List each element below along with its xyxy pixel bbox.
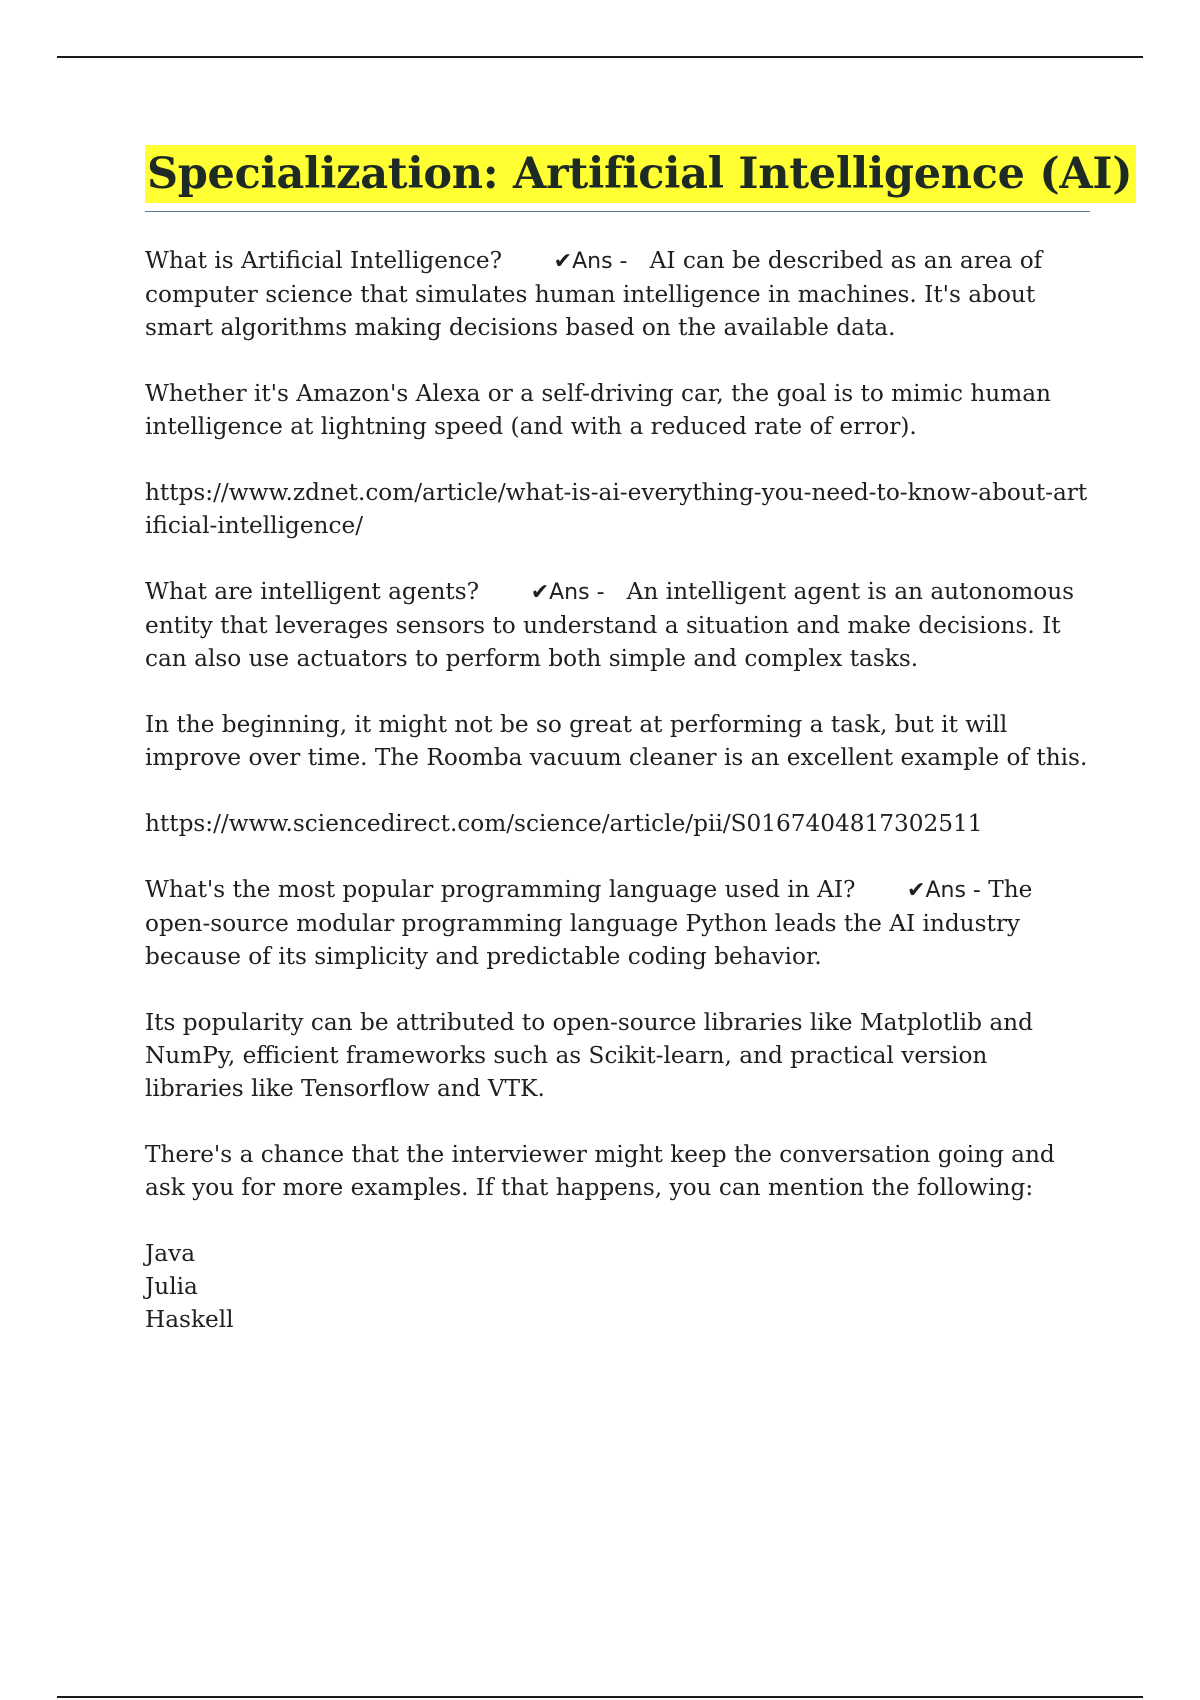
- answer-1: AI can be described as an area of computer science that simulates human intelligence in machines. It's about smart algorithms making decisions based on the available data.: [145, 247, 1043, 341]
- paragraph-interviewer: There's a chance that the interviewer might keep the conversation going and ask you for more examples. If that happens, you can mention the following:: [145, 1141, 1055, 1201]
- language-item-julia: Julia: [145, 1273, 198, 1300]
- reference-link-zdnet[interactable]: https://www.zdnet.com/article/what-is-ai-everything-you-need-to-know-about-artificial-intelligence/: [145, 479, 1088, 539]
- question-3: What's the most popular programming language used in AI?: [145, 876, 856, 903]
- document-body: [145, 145, 1133, 1336]
- language-item-java: Java: [145, 1240, 196, 1267]
- footer-rule: [57, 1696, 1143, 1698]
- answer-2: An intelligent agent is an autonomous entity that leverages sensors to understand a situation and make decisions. It can also use actuators to perform both simple and complex tasks.: [145, 578, 1075, 672]
- header-rule: [57, 56, 1143, 58]
- page-title: Specialization: Artificial Intelligence (AI): [145, 145, 1136, 203]
- reference-link-sciencedirect[interactable]: https://www.sciencedirect.com/science/article/pii/S0167404817302511: [145, 810, 983, 837]
- qa-item-1: [145, 244, 1090, 344]
- paragraph-alexa: Whether it's Amazon's Alexa or a self-driving car, the goal is to mimic human intelligence at lightning speed (and with a reduced rate of error).: [145, 380, 1051, 440]
- title-block: [145, 145, 1133, 212]
- language-list: [145, 1237, 1090, 1336]
- question-1: What is Artificial Intelligence?: [145, 247, 503, 274]
- qa-item-2: [145, 575, 1090, 675]
- qa-item-3: [145, 873, 1090, 973]
- answer-3: The open-source modular programming language Python leads the AI industry because of its simplicity and predictable coding behavior.: [145, 876, 1033, 970]
- question-2: What are intelligent agents?: [145, 578, 480, 605]
- answer-marker-1: ✔Ans -: [553, 249, 628, 274]
- answer-marker-3: ✔Ans -: [907, 878, 981, 903]
- answer-marker-2: ✔Ans -: [530, 580, 605, 605]
- paragraph-roomba: In the beginning, it might not be so great at performing a task, but it will improve over time. The Roomba vacuum cleaner is an excellent example of this.: [145, 711, 1088, 771]
- paragraph-libraries: Its popularity can be attributed to open-source libraries like Matplotlib and NumPy, efficient frameworks such as Scikit-learn, and practical version libraries like Tensorflow and VTK.: [145, 1009, 1033, 1102]
- language-item-haskell: Haskell: [145, 1306, 234, 1333]
